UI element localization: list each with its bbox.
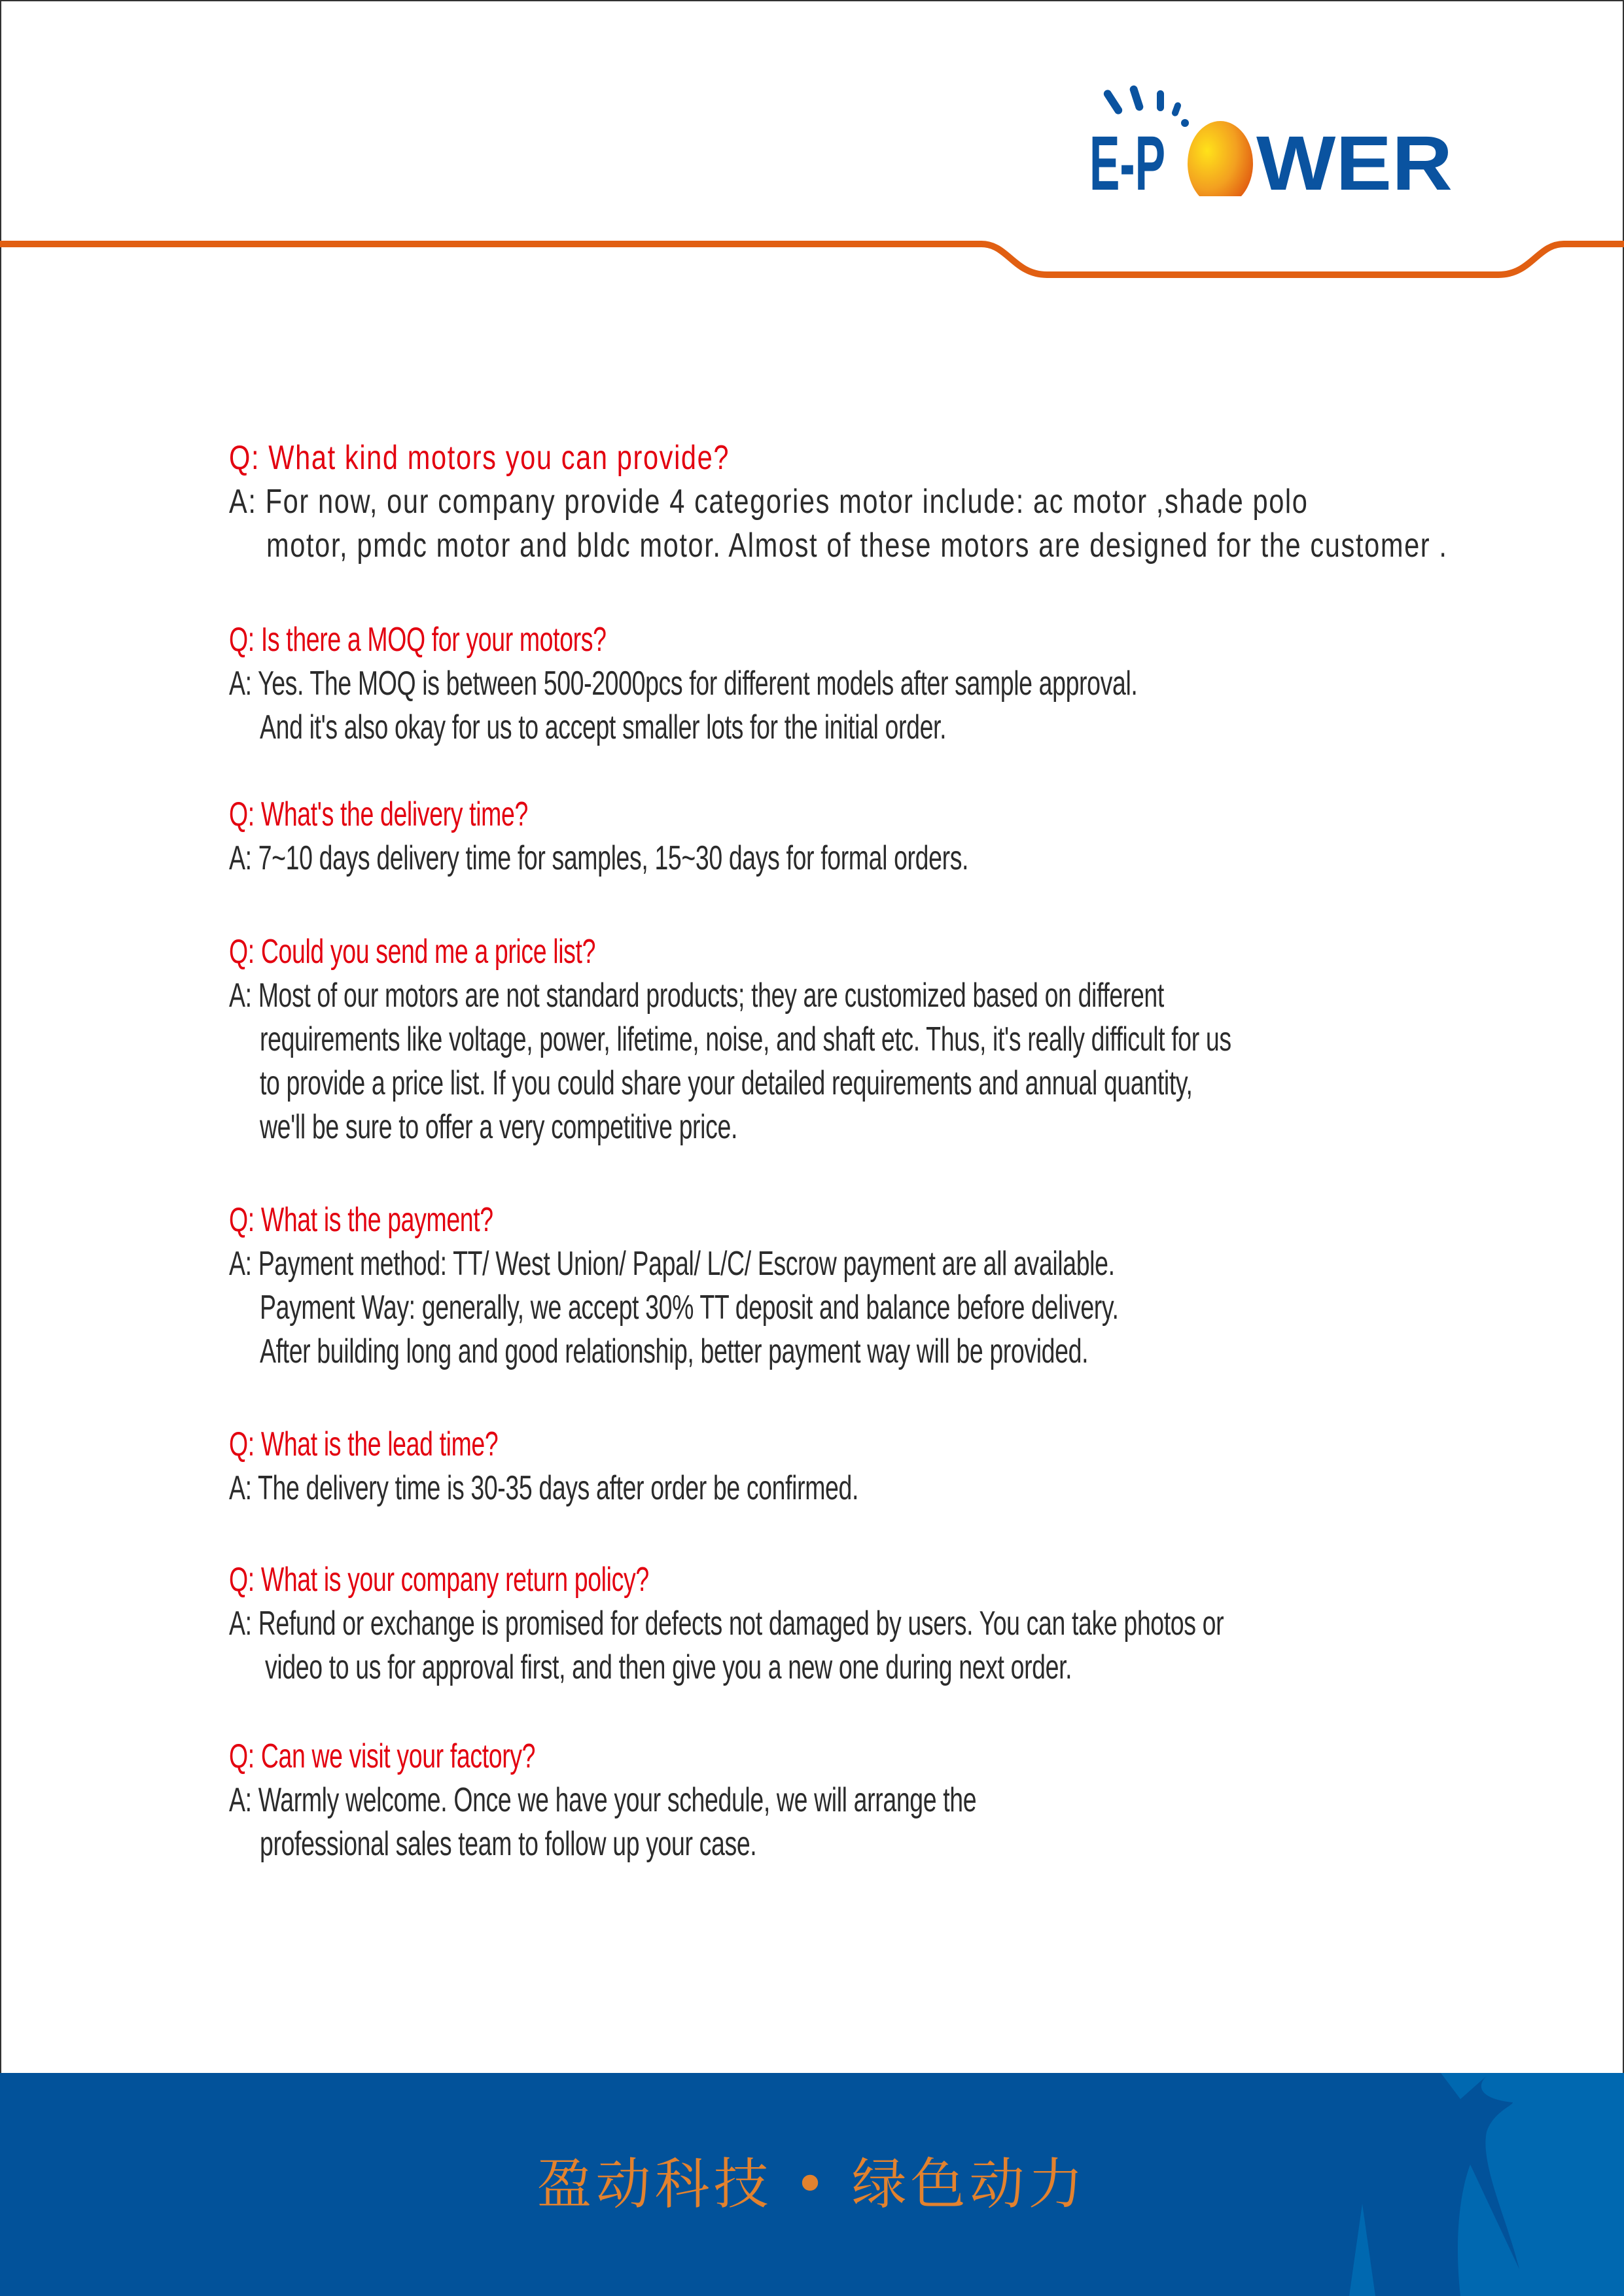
faq-question: Q: Can we visit your factory?: [229, 1737, 536, 1775]
faq-answer-line: Payment Way: generally, we accept 30% TT deposit and balance before delivery.: [260, 1289, 1119, 1327]
footer-banner: [0, 2073, 1624, 2296]
faq-question: Q: What is the payment?: [229, 1201, 493, 1239]
faq-answer-line: video to us for approval first, and then give you a new one during next order.: [265, 1648, 1072, 1686]
svg-text:E-P: E-P: [1089, 120, 1165, 196]
faq-question: Q: What is the lead time?: [229, 1425, 499, 1463]
faq-answer-line: to provide a price list. If you could share your detailed requirements and annual quantity,: [260, 1064, 1193, 1102]
svg-text:WER: WER: [1256, 120, 1453, 196]
faq-question: Q: What kind motors you can provide?: [229, 439, 730, 477]
faq-question: Q: What is your company return policy?: [229, 1561, 649, 1599]
faq-answer-line: professional sales team to follow up your case.: [260, 1825, 757, 1863]
faq-answer-line: A: The delivery time is 30-35 days after order be confirmed.: [229, 1469, 859, 1507]
faq-answer-line: we'll be sure to offer a very competitive price.: [260, 1108, 737, 1146]
faq-answer-line: A: For now, our company provide 4 categories motor include: ac motor ,shade polo: [229, 483, 1309, 521]
faq-question: Q: What's the delivery time?: [229, 795, 528, 833]
header-divider-line: [0, 222, 1624, 294]
faq-answer-line: After building long and good relationship, better payment way will be provided.: [260, 1332, 1089, 1370]
faq-question: Q: Is there a MOQ for your motors?: [229, 621, 607, 659]
faq-answer-line: A: Most of our motors are not standard products; they are customized based on different: [229, 977, 1164, 1015]
footer-slogan: 盈动科技 • 绿色动力: [537, 2152, 1087, 2216]
faq-answer-line: A: Warmly welcome. Once we have your schedule, we will arrange the: [229, 1781, 977, 1819]
faq-question: Q: Could you send me a price list?: [229, 933, 596, 971]
faq-answer-line: A: Yes. The MOQ is between 500-2000pcs for different models after sample approval.: [229, 665, 1138, 703]
faq-answer-line: A: Payment method: TT/ West Union/ Papal/ L/C/ Escrow payment are all available.: [229, 1245, 1115, 1283]
e-power-logo: [1089, 85, 1482, 196]
faq-answer-line: And it's also okay for us to accept smaller lots for the initial order.: [260, 708, 947, 746]
faq-answer-line: motor, pmdc motor and bldc motor. Almost of these motors are designed for the customer .: [266, 527, 1448, 565]
faq-answer-line: requirements like voltage, power, lifetime, noise, and shaft etc. Thus, it's really difficult for us: [260, 1020, 1231, 1058]
faq-answer-line: A: 7~10 days delivery time for samples, 15~30 days for formal orders.: [229, 839, 969, 877]
faq-answer-line: A: Refund or exchange is promised for defects not damaged by users. You can take photos or: [229, 1605, 1224, 1643]
